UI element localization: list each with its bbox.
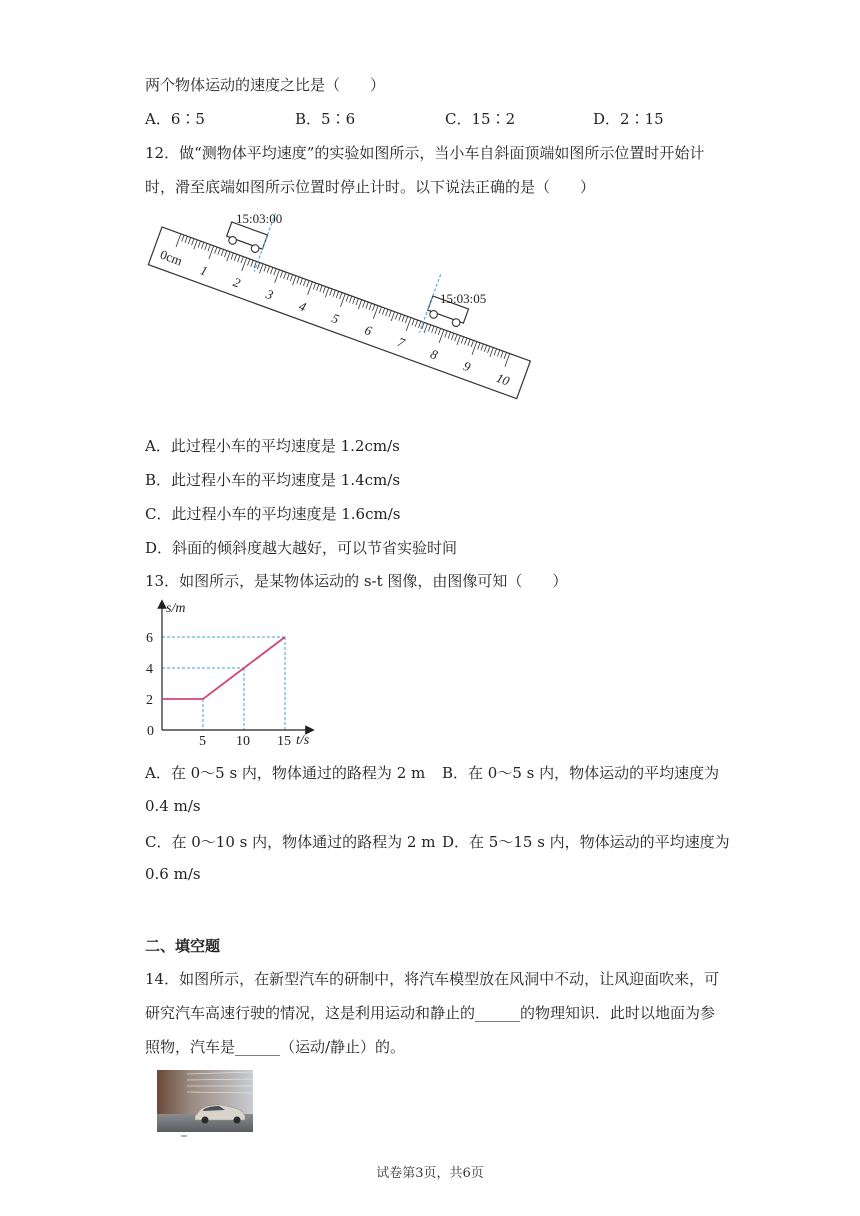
q12-option-a: A．此过程小车的平均速度是 1.2cm/s	[145, 437, 400, 455]
q12-stem-line1: 12．做“测物体平均速度”的实验如图所示，当小车自斜面顶端如图所示位置时开始计	[145, 144, 705, 162]
y-axis-label: s/m	[166, 601, 186, 616]
q11-option-a: A．6∶5	[145, 110, 205, 128]
origin-label: 0	[147, 724, 154, 739]
q13-stem: 13．如图所示，是某物体运动的 s-t 图像，由图像可知（ ）	[145, 572, 568, 590]
ruler-tick-label: 5	[329, 310, 342, 327]
x-tick-label: 15	[277, 734, 291, 749]
q14-line3: 照物，汽车是______（运动/静止）的。	[145, 1038, 406, 1056]
ruler-tick-label: 10	[494, 370, 512, 389]
x-tick-label: 5	[199, 734, 206, 749]
q13-option-b-cont: 0.4 m/s	[145, 797, 201, 815]
q11-option-d: D．2∶15	[593, 110, 664, 128]
q12-option-c: C．此过程小车的平均速度是 1.6cm/s	[145, 505, 401, 523]
q14-line2: 研究汽车高速行驶的情况，这是利用运动和静止的______的物理知识．此时以地面为参	[145, 1004, 716, 1022]
q13-option-c: C．在 0～10 s 内，物体通过的路程为 2 m	[145, 833, 436, 851]
y-tick-label: 4	[146, 662, 153, 677]
x-tick-label: 10	[236, 734, 250, 749]
ruler-tick-label: 3	[264, 286, 276, 303]
ruler-tick-label: 8	[428, 346, 440, 363]
q12-stem-line2: 时，滑至底端如图所示位置时停止计时。以下说法正确的是（ ）	[145, 178, 596, 196]
q14-line1: 14．如图所示，在新型汽车的研制中，将汽车模型放在风洞中不动，让风迎面吹来，可	[145, 970, 720, 988]
ruler-tick-label: 7	[395, 334, 407, 351]
ruler-tick-label: 1	[198, 262, 210, 279]
ruler-tick-label: 2	[231, 274, 243, 291]
y-tick-label: 2	[146, 693, 153, 708]
ruler-unit-label: 0cm	[158, 246, 185, 269]
y-tick-label: 6	[146, 631, 153, 646]
x-axis-label: t/s	[296, 733, 310, 748]
wind-tunnel-photo	[157, 1070, 253, 1138]
q13-option-d-cont: 0.6 m/s	[145, 865, 201, 883]
q11-option-b: B．5∶6	[295, 110, 356, 128]
page-footer: 试卷第3页，共6页	[376, 1166, 484, 1181]
q12-option-d: D．斜面的倾斜度越大越好，可以节省实验时间	[145, 539, 458, 557]
q13-option-a: A．在 0～5 s 内，物体通过的路程为 2 m	[145, 764, 426, 782]
time-start-label: 15:03:00	[236, 211, 283, 226]
time-end-label: 15:03:05	[440, 291, 487, 306]
section-title: 二、填空题	[145, 937, 221, 955]
q11-option-c: C．15∶2	[445, 110, 516, 128]
ruler-figure	[140, 205, 550, 420]
ruler-tick-label: 9	[461, 358, 473, 375]
st-chart	[140, 598, 340, 750]
q13-option-b: B．在 0～5 s 内，物体运动的平均速度为	[442, 764, 720, 782]
ruler-tick-label: 4	[296, 298, 309, 315]
q13-option-d: D．在 5～15 s 内，物体运动的平均速度为	[442, 833, 730, 851]
ruler-tick-label: 6	[362, 322, 374, 339]
q12-option-b: B．此过程小车的平均速度是 1.4cm/s	[145, 471, 401, 489]
q11-stem-tail: 两个物体运动的速度之比是（ ）	[145, 76, 386, 94]
